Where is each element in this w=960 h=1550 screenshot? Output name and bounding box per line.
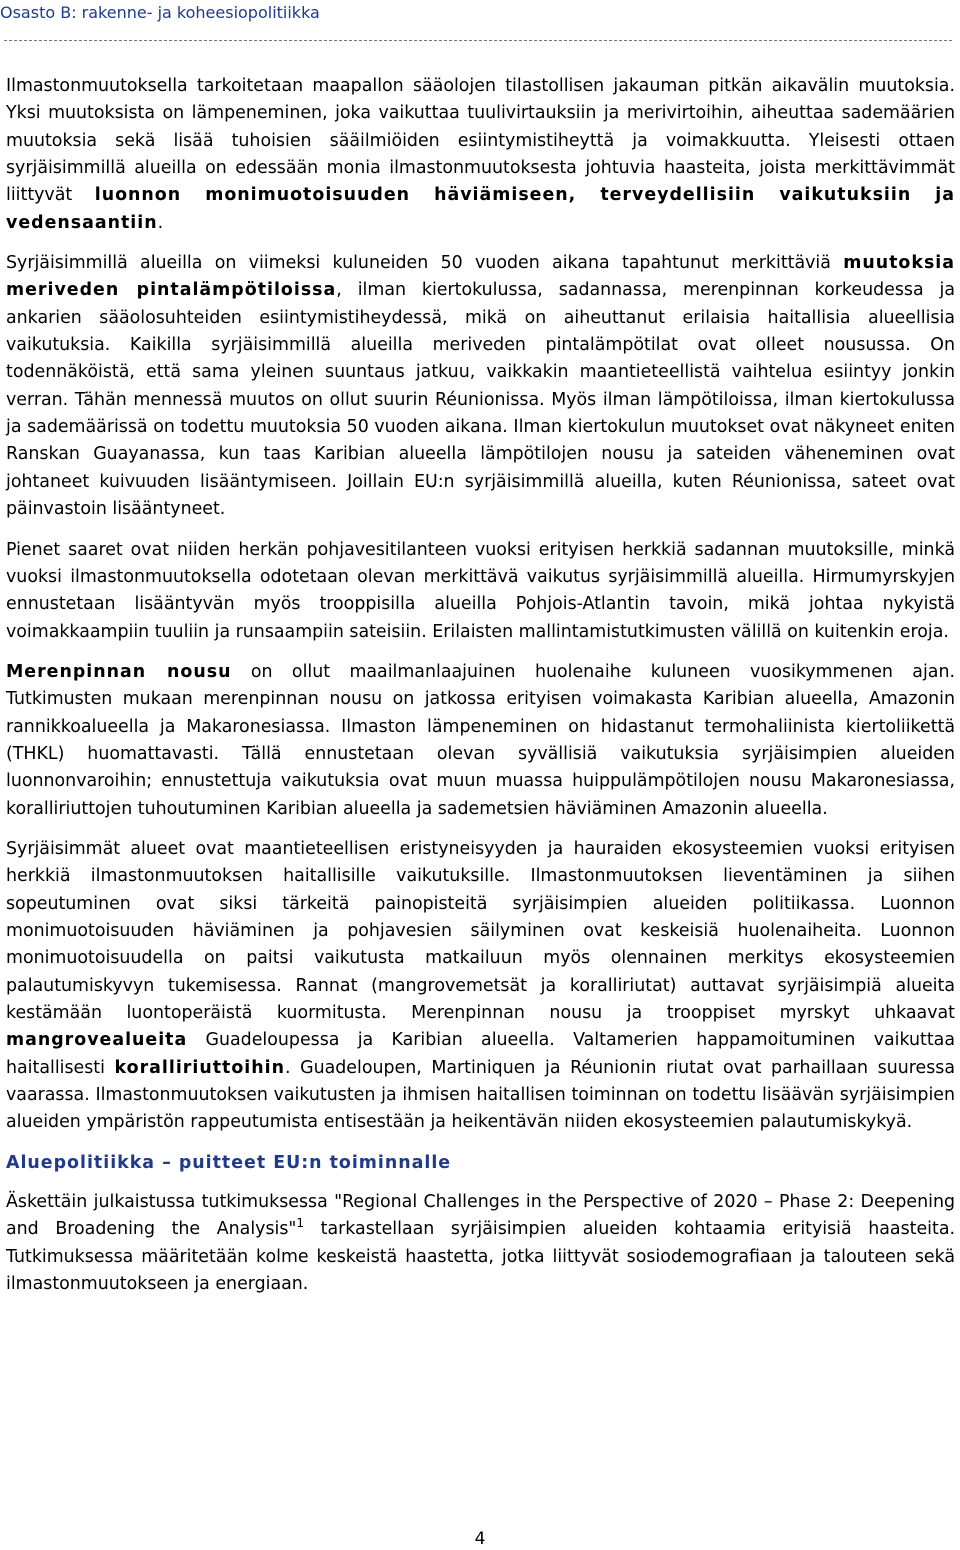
paragraph-small-islands: Pienet saaret ovat niiden herkän pohjavesitilanteen vuoksi erityisen herkkiä sadannan muutoksille, minkä vuoksi ilmastonmuutoksella odotetaan olevan merkittävä vaikutus syrjäisimmillä alueilla. Hirmumyrskyjen ennustetaan lisääntyvän myös trooppisilla alueilla Pohjois-Atlantin tavoin, mikä johtaa nykyistä voimakkaampiin tuuliin ja runsaampiin sateisiin. Erilaisten mallintamistutkimusten välillä on kuitenkin eroja.	[6, 539, 955, 642]
emphasis-mangroves: mangrovealueita	[6, 1030, 188, 1051]
paragraph-sea-level-rise: Merenpinnan nousu on ollut maailmanlaajuinen huolenaihe kuluneen vuosikymmenen ajan. Tutkimusten mukaan merenpinnan nousu on jatkossa erityisen voimakasta Karibian alueella, Amazonin rannikkoalueella ja Makaronesiassa. Ilmaston lämpeneminen on hidastanut termohaliinista kiertoliikettä (THKL) huomattavasti. Tällä ennustetaan olevan syvällisiä vaikutuksia syrjäisimpien alueiden luonnonvaroihin; ennustettuja vaikutuksia ovat muun muassa huippulämpötilojen nousu Makaronesiassa, koralliriuttojen tuhoutuminen Karibian alueella ja sademetsien häviäminen Amazonin alueella.	[6, 661, 955, 819]
emphasis-key-challenges: luonnon monimuotoisuuden häviämiseen, terveydellisiin vaikutuksiin ja vedensaantiin	[6, 185, 955, 233]
emphasis-sea-level-rise: Merenpinnan nousu	[6, 661, 232, 682]
section-subheading: Aluepolitiikka – puitteet EU:n toiminnalle	[6, 1152, 452, 1173]
emphasis-sea-surface-temperature: muutoksia meriveden pintalämpötiloissa	[6, 253, 955, 301]
footnote-reference[interactable]: 1	[296, 1216, 305, 1231]
running-header: Osasto B: rakenne- ja koheesiopolitiikka	[0, 3, 320, 22]
paragraph-regional-challenges-study: Äskettäin julkaistussa tutkimuksessa "Regional Challenges in the Perspective of 2020 – Phase 2: Deepening and Broadening the Analysis"$^1$ tarkastellaan syrjäisimpien alueiden kohtaamia erityisiä haasteita. Tutkimuksessa määritetään kolme keskeistä haastetta, jotka liittyvät sosiodemografiaan ja talouteen sekä ilmastonmuutokseen ja energiaan.	[6, 1192, 956, 1295]
paragraph-climate-change-definition: Ilmastonmuutoksella tarkoitetaan maapallon sääolojen tilastollisen jakauman pitkän aikavälin muutoksia. Yksi muutoksista on lämpeneminen, joka vaikuttaa tuulivirtauksiin ja merivirtoihin, aiheuttaa sademäärien muutoksia sekä lisää tuhoisien sääilmiöiden esiintymistiheyttä ja voimakkuutta. Yleisesti ottaen syrjäisimmillä alueilla on edessään monia ilmastonmuutoksesta johtuvia haasteita, joista merkittävimmät liittyvät luonnon monimuotoisuuden häviämiseen, terveydellisiin vaikutuksiin ja vedensaantiin.	[6, 76, 955, 233]
emphasis-coral-reefs: koralliriuttoihin	[114, 1057, 285, 1078]
body-content	[6, 73, 955, 1311]
header-divider	[4, 40, 952, 41]
page-number: 4	[474, 1529, 486, 1549]
paragraph-temperature-changes: Syrjäisimmillä alueilla on viimeksi kuluneiden 50 vuoden aikana tapahtunut merkittäviä muutoksia meriveden pintalämpötiloissa, ilman kiertokulussa, sadannassa, merenpinnan korkeudessa ja ankarien sääolosuhteiden esiintymistiheydessä, mikä on aiheuttanut erilaisia haitallisia alueellisia vaikutuksia. Kaikilla syrjäisimmillä alueilla meriveden pintalämpötilat ovat olleet nousussa. On todennäköistä, että sama yleinen suuntaus jatkuu, vaikkakin maantieteellistä vaihtelua esiintyy jonkin verran. Tähän mennessä muutos on ollut suurin Réunionissa. Myös ilman lämpötiloissa, ilman kiertokulussa ja sademäärissä on todettu muutoksia 50 vuoden aikana. Ilman kiertokulun muutokset ovat näkyneet eniten Ranskan Guayanassa, kun taas Karibian alueella lämpötilojen nousu ja sateiden väheneminen ovat johtaneet kuivuuden lisääntymiseen. Joillain EU:n syrjäisimmillä alueilla, kuten Réunionissa, sateet ovat päinvastoin lisääntyneet.	[6, 253, 955, 520]
paragraph-ecosystems: Syrjäisimmät alueet ovat maantieteellisen eristyneisyyden ja hauraiden ekosysteemien vuoksi erityisen herkkiä ilmastonmuutoksen haitallisille vaikutuksille. Ilmastonmuutoksen lieventäminen ja siihen sopeutuminen ovat siksi tärkeitä painopisteitä syrjäisimpien alueiden politiikassa. Luonnon monimuotoisuuden häviäminen ja pohjavesien säilyminen ovat keskeisiä huolenaiheita. Luonnon monimuotoisuudella on paitsi vaikutusta matkailuun myös olennainen merkitys ekosysteemien palautumiskyvyn tukemisessa. Rannat (mangrovemetsät ja koralliriutat) auttavat syrjäisimpiä alueita kestämään luontoperäistä kuormitusta. Merenpinnan nousu ja trooppiset myrskyt uhkaavat mangrovealueita Guadeloupessa ja Karibian alueella. Valtamerien happamoituminen vaikuttaa haitallisesti koralliriuttoihin. Guadeloupen, Martiniquen ja Réunionin riutat ovat parhaillaan suuressa vaarassa. Ilmastonmuutoksen vaikutusten ja ihmisen haitallisen toiminnan on todettu lisäävän syrjäisimpien alueiden ympäristön rappeutumista entisestään ja heikentävän niiden ekosysteemien palautumiskykyä.	[6, 838, 955, 1133]
